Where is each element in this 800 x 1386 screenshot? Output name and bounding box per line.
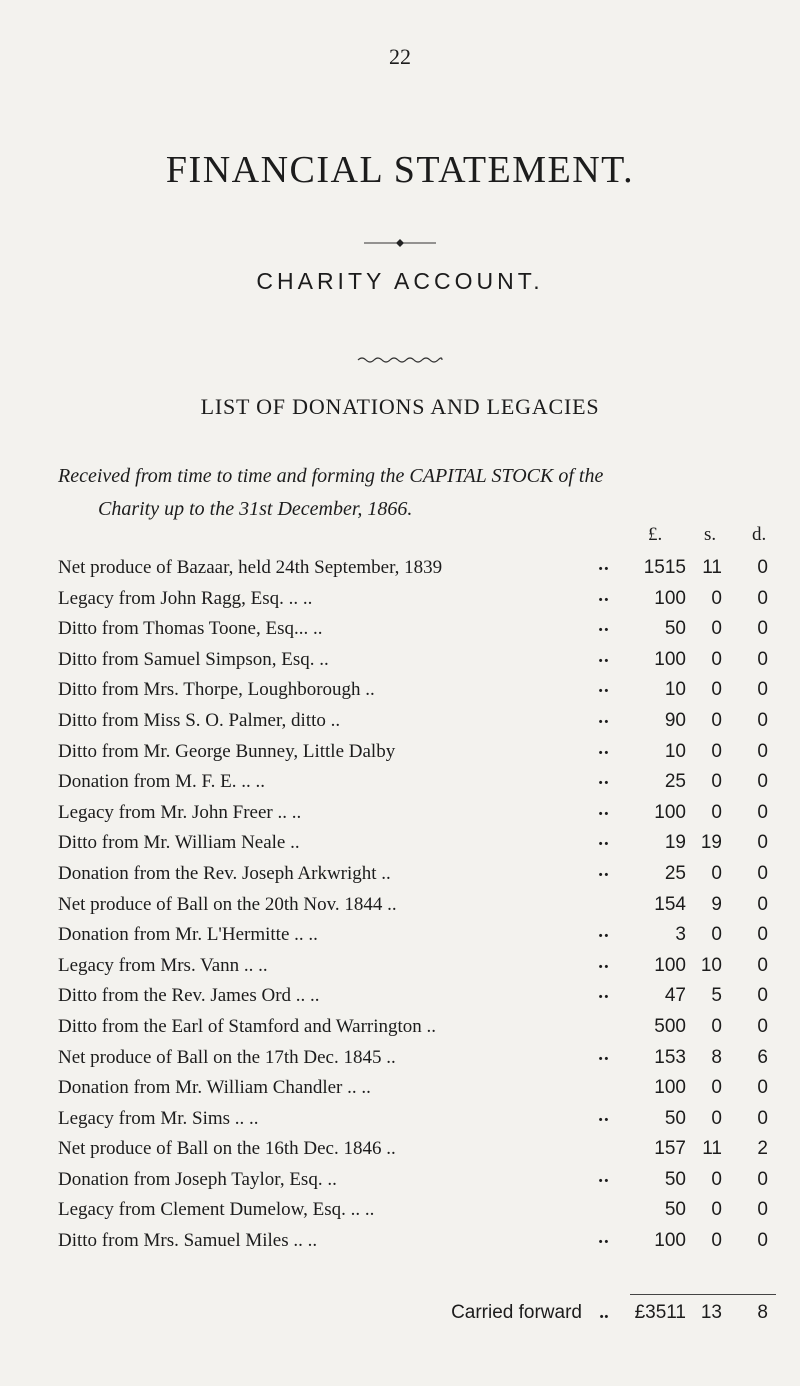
entry-pounds: 100 [654, 1230, 686, 1252]
carried-forward-leader: .. [599, 1302, 609, 1323]
entry-description: Ditto from the Rev. James Ord .. .. [58, 985, 320, 1007]
entry-pounds: 47 [664, 985, 686, 1007]
entry-description: Ditto from Thomas Toone, Esq... .. [58, 618, 323, 640]
column-header-shillings: s. [704, 524, 717, 545]
carried-forward-pence: 8 [757, 1302, 768, 1323]
entry-pounds: 19 [664, 832, 686, 854]
entry-leader: .. [598, 829, 610, 851]
entry-description: Net produce of Ball on the 20th Nov. 1844 .. [58, 893, 397, 915]
entry-pounds: 154 [654, 893, 686, 915]
wavy-rule-ornament [356, 354, 444, 364]
table-row [0, 827, 800, 858]
entry-shillings: 11 [702, 557, 722, 578]
entry-pounds: 1515 [643, 557, 686, 578]
table-row [0, 919, 800, 950]
entry-leader: .. [598, 1043, 610, 1065]
page-title: FINANCIAL STATEMENT. [165, 149, 635, 191]
entry-shillings: 5 [711, 985, 722, 1007]
entry-description: Ditto from Mr. George Bunney, Little Dalby [58, 740, 396, 762]
table-row [0, 858, 800, 889]
entry-leader: .. [598, 768, 610, 790]
table-row [0, 1011, 800, 1042]
entry-description: Legacy from John Ragg, Esq. .. .. [58, 587, 313, 609]
entry-pence: 0 [757, 1168, 768, 1190]
entry-leader: .. [598, 798, 610, 820]
list-title: LIST OF DONATIONS AND LEGACIES [200, 394, 600, 419]
entry-description: Legacy from Clement Dumelow, Esq. .. .. [58, 1199, 375, 1221]
carried-forward-label: Carried forward [451, 1302, 582, 1323]
entry-pounds: 157 [654, 1138, 686, 1160]
entry-pence: 0 [757, 801, 768, 823]
entry-pence: 0 [757, 985, 768, 1007]
diamond-rule-ornament [360, 237, 440, 249]
table-row [0, 1103, 800, 1134]
entry-description: Ditto from Mrs. Thorpe, Loughborough .. [58, 679, 375, 701]
entry-shillings: 8 [711, 1046, 722, 1068]
table-row [0, 705, 800, 736]
table-row [0, 583, 800, 614]
entry-shillings: 19 [700, 832, 722, 854]
entry-description: Net produce of Ball on the 17th Dec. 1845 .. [58, 1046, 396, 1068]
entry-leader: .. [598, 645, 610, 667]
column-header-pence: d. [752, 524, 767, 545]
entry-pounds: 50 [664, 1168, 686, 1190]
entry-description: Ditto from Miss S. O. Palmer, ditto .. [58, 709, 341, 731]
entry-pence: 0 [757, 1077, 768, 1099]
entry-description: Legacy from Mr. John Freer .. .. [58, 801, 302, 823]
carried-forward-shillings: 13 [700, 1302, 722, 1323]
table-row [0, 766, 800, 797]
table-row [0, 1194, 800, 1225]
entry-pence: 0 [757, 893, 768, 915]
entry-pounds: 25 [664, 862, 686, 884]
entry-description: Ditto from Samuel Simpson, Esq. .. [58, 648, 329, 670]
entry-shillings: 0 [711, 1199, 722, 1221]
entry-shillings: 0 [711, 1107, 722, 1129]
entry-pence: 0 [757, 648, 768, 670]
entry-description: Donation from the Rev. Joseph Arkwright .. [58, 862, 391, 884]
entry-pence: 0 [757, 1199, 768, 1221]
entry-pence: 0 [757, 1230, 768, 1252]
entry-pence: 0 [757, 771, 768, 793]
entry-pounds: 50 [664, 618, 686, 640]
entry-pence: 0 [757, 740, 768, 762]
section-title: CHARITY ACCOUNT. [256, 268, 544, 294]
entry-pence: 0 [757, 954, 768, 976]
entry-leader: .. [598, 737, 610, 759]
entry-leader: .. [598, 921, 610, 943]
donations-table [0, 552, 800, 1256]
entry-pence: 0 [757, 618, 768, 640]
entry-leader: .. [598, 584, 610, 606]
total-rule [630, 1294, 776, 1295]
entry-shillings: 0 [711, 709, 722, 731]
entry-pence: 6 [757, 1046, 768, 1068]
entry-pounds: 500 [654, 1015, 686, 1037]
entry-shillings: 10 [700, 954, 722, 976]
entry-description: Legacy from Mrs. Vann .. .. [58, 954, 268, 976]
table-row [0, 1072, 800, 1103]
entry-description: Donation from M. F. E. .. .. [58, 771, 265, 793]
entry-pounds: 100 [654, 801, 686, 823]
entry-leader: .. [598, 1227, 610, 1249]
entry-pence: 0 [757, 557, 768, 578]
table-row [0, 1164, 800, 1195]
entry-pence: 0 [757, 709, 768, 731]
entry-shillings: 0 [711, 862, 722, 884]
entry-shillings: 0 [711, 1230, 722, 1252]
entry-shillings: 0 [711, 771, 722, 793]
entry-shillings: 11 [702, 1138, 722, 1160]
page-number: 22 [389, 44, 411, 69]
entry-pence: 0 [757, 1015, 768, 1037]
entry-pounds: 100 [654, 954, 686, 976]
carried-forward-pounds: £3511 [634, 1302, 686, 1323]
entry-description: Legacy from Mr. Sims .. .. [58, 1107, 259, 1129]
table-row [0, 644, 800, 675]
entry-shillings: 0 [711, 801, 722, 823]
table-row [0, 980, 800, 1011]
entry-shillings: 0 [711, 1015, 722, 1037]
table-row [0, 1225, 800, 1256]
entry-shillings: 0 [711, 740, 722, 762]
entry-leader: .. [598, 706, 610, 728]
entry-description: Donation from Joseph Taylor, Esq. .. [58, 1168, 337, 1190]
entry-pence: 0 [757, 1107, 768, 1129]
table-row [0, 674, 800, 705]
entry-pounds: 10 [664, 679, 686, 701]
table-row [0, 613, 800, 644]
subtitle-line-1: Received from time to time and forming the CAPITAL STOCK of the [58, 465, 604, 487]
table-row [0, 889, 800, 920]
entry-description: Ditto from the Earl of Stamford and Warrington .. [58, 1015, 437, 1037]
entry-shillings: 0 [711, 648, 722, 670]
entry-pence: 0 [757, 924, 768, 946]
entry-shillings: 0 [711, 1077, 722, 1099]
entry-leader: .. [598, 1104, 610, 1126]
entry-leader: .. [598, 554, 610, 575]
table-row [0, 950, 800, 981]
table-row [0, 797, 800, 828]
entry-shillings: 0 [711, 1168, 722, 1190]
entry-leader: .. [598, 676, 610, 698]
entry-description: Donation from Mr. L'Hermitte .. .. [58, 924, 318, 946]
carried-forward-row [0, 1300, 800, 1330]
entry-pounds: 50 [664, 1199, 686, 1221]
entry-description: Donation from Mr. William Chandler .. .. [58, 1077, 371, 1099]
entry-pounds: 100 [654, 587, 686, 609]
entry-description: Net produce of Bazaar, held 24th September, 1839 [58, 557, 443, 578]
subtitle-line-2: Charity up to the 31st December, 1866. [98, 498, 413, 520]
entry-pounds: 90 [664, 709, 686, 731]
entry-pounds: 100 [654, 648, 686, 670]
entry-pounds: 100 [654, 1077, 686, 1099]
table-row [0, 1042, 800, 1073]
entry-leader: .. [598, 615, 610, 637]
table-row [0, 1133, 800, 1164]
entry-shillings: 9 [711, 893, 722, 915]
entry-pence: 0 [757, 862, 768, 884]
entry-shillings: 0 [711, 618, 722, 640]
entry-shillings: 0 [711, 587, 722, 609]
entry-pounds: 153 [654, 1046, 686, 1068]
entry-pence: 0 [757, 832, 768, 854]
entry-pounds: 3 [675, 924, 686, 946]
column-header-pounds: £. [648, 524, 663, 545]
entry-description: Ditto from Mrs. Samuel Miles .. .. [58, 1230, 318, 1252]
entry-description: Net produce of Ball on the 16th Dec. 1846 .. [58, 1138, 396, 1160]
table-row [0, 736, 800, 767]
entry-pounds: 25 [664, 771, 686, 793]
entry-leader: .. [598, 951, 610, 973]
entry-leader: .. [598, 1165, 610, 1187]
entry-pence: 0 [757, 587, 768, 609]
entry-shillings: 0 [711, 679, 722, 701]
entry-shillings: 0 [711, 924, 722, 946]
entry-pounds: 10 [664, 740, 686, 762]
entry-pence: 2 [757, 1138, 768, 1160]
entry-description: Ditto from Mr. William Neale .. [58, 832, 300, 854]
entry-leader: .. [598, 982, 610, 1004]
entry-pounds: 50 [664, 1107, 686, 1129]
entry-pence: 0 [757, 679, 768, 701]
subtitle [58, 460, 778, 526]
entry-leader: .. [598, 859, 610, 881]
table-row [0, 552, 800, 583]
